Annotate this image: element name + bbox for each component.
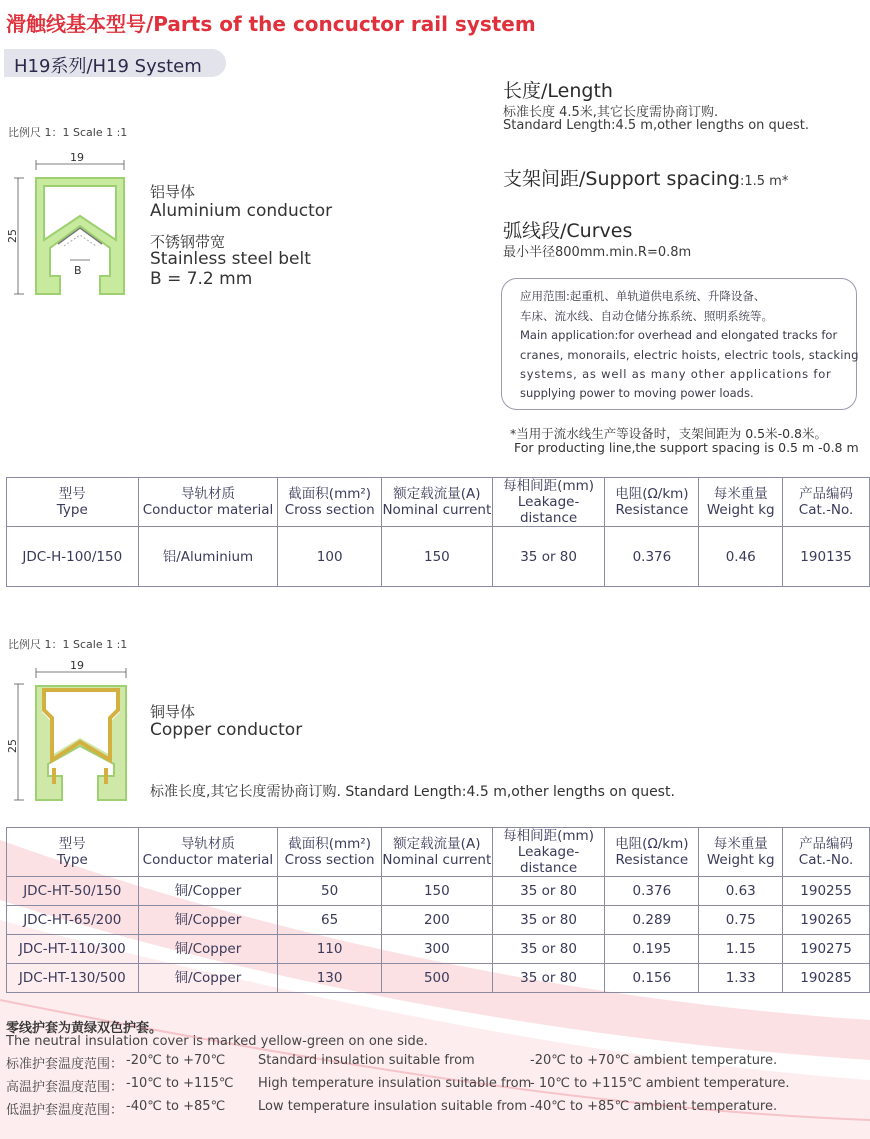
cell-current: 200 xyxy=(381,906,492,935)
system-text: H19系列/H19 System xyxy=(14,56,202,77)
cell-material: 铝/Aluminium xyxy=(138,527,278,587)
cell-cat: 190255 xyxy=(783,877,870,906)
insulation-title-cn: 零线护套为黄绿双色护套。 xyxy=(6,1021,163,1036)
cell-current: 150 xyxy=(381,877,492,906)
cell-cross: 110 xyxy=(278,935,382,964)
cell-current: 150 xyxy=(382,527,493,587)
header-material: 导轨材质 Conductor material xyxy=(138,828,278,877)
belt-cn-label: 不锈钢带宽 xyxy=(150,233,226,251)
length-heading: 长度/Length xyxy=(503,80,613,102)
dim-width-2: 19 xyxy=(70,659,84,672)
dim-b-label: B xyxy=(74,264,82,277)
cell-leak: 35 or 80 xyxy=(492,906,605,935)
cell-leak: 35 or 80 xyxy=(492,964,605,993)
header-leakage: 每相间距(mm) Leakage-distance xyxy=(492,828,605,877)
page-title: 滑触线基本型号/Parts of the concuctor rail system xyxy=(6,12,536,36)
cell-type: JDC-H-100/150 xyxy=(7,527,139,587)
header-leakage: 每相间距(mm) Leakage-distance xyxy=(492,478,605,527)
insulation-row-range: -40℃ to +85℃ xyxy=(126,1099,226,1114)
support-heading-text: 支架间距/Support spacing xyxy=(503,168,740,190)
aluminium-cn-label: 铝导体 xyxy=(150,183,196,201)
footnote-en: For producting line,the support spacing is 0.5 m -0.8 m xyxy=(514,440,859,455)
insulation-title-en: The neutral insulation cover is marked yellow-green on one side. xyxy=(6,1034,428,1049)
insulation-row-en: High temperature insulation suitable from xyxy=(258,1076,532,1091)
cell-cat: 190265 xyxy=(783,906,870,935)
table-row xyxy=(7,964,870,993)
insulation-row-en-range: -40℃ to +85℃ ambient temperature. xyxy=(530,1099,778,1114)
copper-en-label: Copper conductor xyxy=(150,720,303,740)
cell-res: 0.376 xyxy=(605,527,699,587)
header-resistance: 电阻(Ω/km) Resistance xyxy=(605,478,699,527)
copper-cn-label: 铜导体 xyxy=(150,703,196,721)
scale-label-2: 比例尺 1：1 Scale 1 :1 xyxy=(8,638,128,651)
copper-profile-drawing xyxy=(4,656,134,806)
table-row xyxy=(7,527,870,587)
length-en: Standard Length:4.5 m,other lengths on quest. xyxy=(503,118,810,133)
scale-label-1: 比例尺 1：1 Scale 1 :1 xyxy=(8,126,128,139)
header-cat-no: 产品编码 Cat.-No. xyxy=(783,478,870,527)
header-current: 额定载流量(A) Nominal current xyxy=(382,478,493,527)
cell-weight: 0.63 xyxy=(699,877,783,906)
dim-height-2: 25 xyxy=(6,739,19,753)
curves-text: 最小半径800mm.min.R=0.8m xyxy=(503,245,692,260)
system-label xyxy=(4,49,226,77)
cell-type: JDC-HT-130/500 xyxy=(7,964,139,993)
application-line: 应用范围:起重机、单轨道供电系统、升降设备、 xyxy=(520,289,766,303)
application-line: supplying power to moving power loads. xyxy=(520,386,754,400)
cell-res: 0.289 xyxy=(605,906,699,935)
application-line: cranes, monorails, electric hoists, electric tools, stacking xyxy=(520,348,859,362)
copper-length-note: 标准长度,其它长度需协商订购. Standard Length:4.5 m,other lengths on quest. xyxy=(150,784,675,800)
cell-cross: 50 xyxy=(278,877,382,906)
belt-en-label: Stainless steel belt xyxy=(150,249,311,269)
curves-heading: 弧线段/Curves xyxy=(503,220,633,242)
cell-material: 铜/Copper xyxy=(138,935,278,964)
application-line: 车床、流水线、自动仓储分拣系统、照明系统等。 xyxy=(520,309,773,323)
header-cat-no: 产品编码 Cat.-No. xyxy=(783,828,870,877)
belt-value: B = 7.2 mm xyxy=(150,269,253,289)
header-type: 型号 Type xyxy=(7,828,139,877)
cell-current: 500 xyxy=(381,964,492,993)
insulation-row-range: -20℃ to +70℃ xyxy=(126,1053,226,1068)
cell-weight: 0.75 xyxy=(699,906,783,935)
cell-res: 0.376 xyxy=(605,877,699,906)
insulation-row-en-range: - 10℃ to +115℃ ambient temperature. xyxy=(530,1076,790,1091)
cell-cat: 190135 xyxy=(783,527,870,587)
application-line: systems, as well as many other applications for xyxy=(520,367,832,381)
insulation-row-range: -10℃ to +115℃ xyxy=(126,1076,234,1091)
cell-res: 0.195 xyxy=(605,935,699,964)
dim-width-1: 19 xyxy=(70,151,84,164)
cell-material: 铜/Copper xyxy=(138,877,278,906)
cell-type: JDC-HT-50/150 xyxy=(7,877,139,906)
cell-res: 0.156 xyxy=(605,964,699,993)
cell-cross: 65 xyxy=(278,906,382,935)
footnote-cn: *当用于流水线生产等设备时，支架间距为 0.5米-0.8米。 xyxy=(510,426,827,441)
cell-cat: 190275 xyxy=(783,935,870,964)
cell-weight: 1.33 xyxy=(699,964,783,993)
aluminium-en-label: Aluminium conductor xyxy=(150,201,333,221)
support-value: :1.5 m* xyxy=(739,174,789,189)
header-resistance: 电阻(Ω/km) Resistance xyxy=(605,828,699,877)
cell-cross: 100 xyxy=(278,527,382,587)
table-header-row xyxy=(7,478,870,527)
header-weight: 每米重量 Weight kg xyxy=(699,828,783,877)
cell-leak: 35 or 80 xyxy=(492,935,605,964)
header-cross-section: 截面积(mm²) Cross section xyxy=(278,828,382,877)
table-row xyxy=(7,906,870,935)
insulation-row-en: Low temperature insulation suitable from xyxy=(258,1099,527,1114)
cell-cat: 190285 xyxy=(783,964,870,993)
cell-material: 铜/Copper xyxy=(138,906,278,935)
copper-spec-table xyxy=(6,827,870,993)
header-cross-section: 截面积(mm²) Cross section xyxy=(278,478,382,527)
application-line: Main application:for overhead and elongated tracks for xyxy=(520,328,838,342)
cell-weight: 0.46 xyxy=(699,527,783,587)
insulation-row-label: 低温护套温度范围： xyxy=(6,1103,124,1118)
table-row xyxy=(7,877,870,906)
support-spacing-heading xyxy=(503,164,788,191)
header-type: 型号 Type xyxy=(7,478,139,527)
aluminium-spec-table xyxy=(6,477,870,587)
cell-cross: 130 xyxy=(278,964,382,993)
cell-weight: 1.15 xyxy=(699,935,783,964)
insulation-row-en-range: -20℃ to +70℃ ambient temperature. xyxy=(530,1053,778,1068)
insulation-row-label: 高温护套温度范围： xyxy=(6,1080,124,1095)
table-header-row xyxy=(7,828,870,877)
cell-type: JDC-HT-65/200 xyxy=(7,906,139,935)
length-cn: 标准长度 4.5米,其它长度需协商订购. xyxy=(503,105,719,120)
cell-current: 300 xyxy=(381,935,492,964)
cell-leak: 35 or 80 xyxy=(492,527,605,587)
dim-height-1: 25 xyxy=(6,229,19,243)
header-material: 导轨材质 Conductor material xyxy=(138,478,278,527)
insulation-row-en: Standard insulation suitable from xyxy=(258,1053,475,1068)
header-current: 额定载流量(A) Nominal current xyxy=(381,828,492,877)
cell-leak: 35 or 80 xyxy=(492,877,605,906)
insulation-row-label: 标准护套温度范围： xyxy=(6,1057,124,1072)
aluminium-profile-drawing xyxy=(4,148,134,300)
cell-material: 铜/Copper xyxy=(138,964,278,993)
table-row xyxy=(7,935,870,964)
header-weight: 每米重量 Weight kg xyxy=(699,478,783,527)
cell-type: JDC-HT-110/300 xyxy=(7,935,139,964)
